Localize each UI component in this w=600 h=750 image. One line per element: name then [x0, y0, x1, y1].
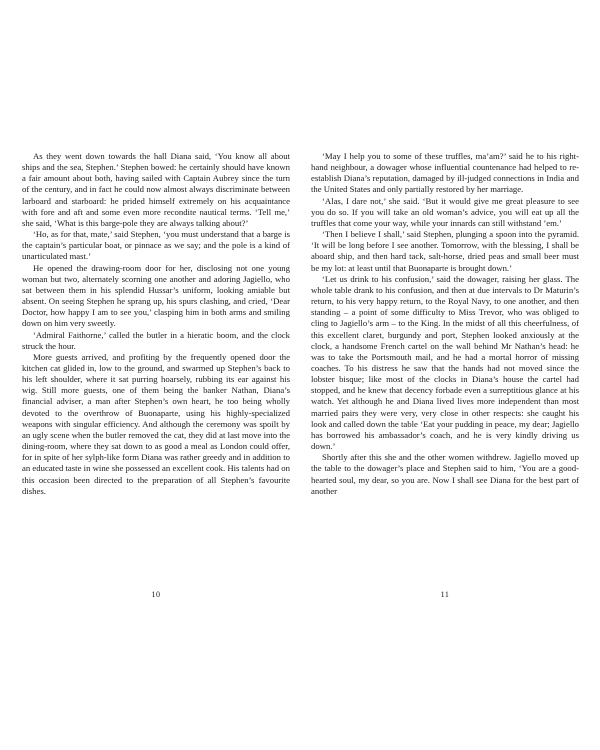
left-paragraph-1: As they went down towards the hall Diana said, ‘You know all about ships and the sea, Stephen.’ Stephen bowed: he certainly should have known a fair amount about both, having sailed with Captain Aubrey since the turn of the century, and in fact he could now almost always discriminate between larboard and starboard: he prided himself extremely on his acquaintance with fore and aft and some even more recondite nautical terms. ‘Tell me,’ she said, ‘What is this barge-pole they are always talking about?’	[22, 151, 290, 228]
left-paragraph-3: He opened the drawing-room door for her, disclosing not one young woman but two, alternately scorning one another and adoring Jagiello, who sat between them in his splendid Hussar’s uniform, looking amiable but absent. On seeing Stephen he sprang up, his spurs clashing, and cried, ‘Dear Doctor, how happy I am to see you,’ clasping him in both arms and smiling down on him very sweetly.	[22, 262, 290, 329]
left-page	[22, 151, 290, 497]
right-paragraph-5: Shortly after this she and the other women withdrew. Jagiello moved up the table to the dowager’s place and Stephen said to him, ‘You are a good-hearted soul, my dear, so you are. Now I shall see Diana for the best part of another	[311, 452, 579, 496]
right-page-number: 11	[440, 590, 450, 599]
right-paragraph-2: ‘Alas, I dare not,’ she said. ‘But it would give me great pleasure to see you do so. If you will take an old woman’s advice, you will eat up all the truffles that come your way, while your innards can still withstand ’em.’	[311, 195, 579, 228]
right-paragraph-3: ‘Then I believe I shall,’ said Stephen, plunging a spoon into the pyramid. ‘It will be long before I see another. Tomorrow, with the blessing, I shall be aboard ship, and then hard tack, salt-horse, dried peas and small beer must be my lot: at least until that Buonaparte is brought down.’	[311, 229, 579, 273]
right-paragraph-4: ‘Let us drink to his confusion,’ said the dowager, raising her glass. The whole table drank to his confusion, and then at due intervals to Dr Maturin’s return, to his very happy return, to the Royal Navy, to one another, and then standing – a point of some difficulty to Miss Trevor, who was obliged to cling to Jagiello’s arm – to the King. In the midst of all this cheerfulness, of this excellent claret, burgundy and port, Stephen looked anxiously at the clock, a handsome French cartel on the wall behind Mr Nathan’s head: he was to take the Portsmouth mail, and he had a mortal horror of missing coaches. To his distress he saw that the hands had not moved since the lobster bisque; like most of the clocks in Diana’s house the cartel had stopped, and he knew that decency forbade even a surreptitious glance at his watch. Yet although he and Diana lived lives more independent than most married pairs they were very, very close in other respects: she caught his look and called down the table ‘Eat your pudding in peace, my dear; Jagiello has borrowed his ambassador’s coach, and he is very kindly driving us down.’	[311, 273, 579, 452]
right-page	[311, 151, 579, 497]
left-paragraph-4: ‘Admiral Faithorne,’ called the butler in a hieratic boom, and the clock struck the hour.	[22, 329, 290, 351]
left-paragraph-2: ‘Ho, as for that, mate,’ said Stephen, ‘you must understand that a barge is the captain’s particular boat, or pinnace as we say; and the pole is a kind of unarticulated mast.’	[22, 229, 290, 262]
left-paragraph-5: More guests arrived, and profiting by the frequently opened door the kitchen cat glided in, low to the ground, and swarmed up Stephen’s back to his left shoulder, where it sat purring hoarsely, rubbing its ear against his wig. Still more guests, one of them being the banker Nathan, Diana’s financial adviser, a man after Stephen’s own heart, he too being wholly devoted to the overthrow of Buonaparte, using his highly-specialized weapons with singular efficiency. And although the ceremony was spoilt by an ugly scene when the butler removed the cat, they did at last move into the dining-room, where they sat down to as good a meal as London could offer, for in spite of her sylph-like form Diana was rather greedy and in addition to an educated taste in wine she possessed an excellent cook. His talents had on this occasion been directed to the preparation of all Stephen’s favourite dishes.	[22, 351, 290, 496]
right-paragraph-1: ‘May I help you to some of these truffles, ma’am?’ said he to his right-hand neighbour, a dowager whose influential countenance had helped to re-establish Diana’s reputation, damaged by ill-judged connections in India and the United States and only partially restored by her marriage.	[311, 151, 579, 195]
left-page-number: 10	[151, 590, 161, 599]
